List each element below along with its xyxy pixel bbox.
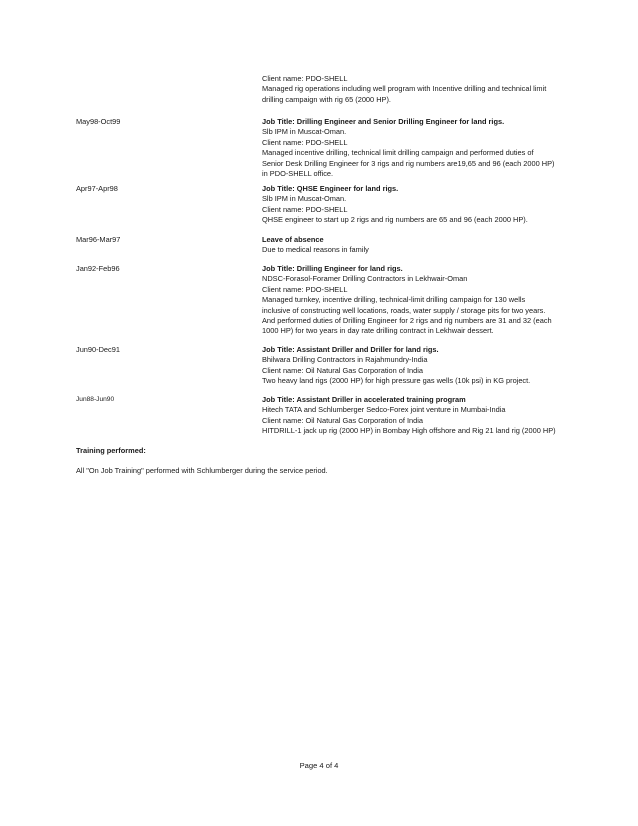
entry-content xyxy=(262,184,574,226)
entry-content xyxy=(262,345,574,387)
job-title: Leave of absence xyxy=(262,235,324,244)
entry-line: HITDRILL-1 jack up rig (2000 HP) in Bombay High offshore and Rig 21 land rig (2000 HP) xyxy=(262,426,556,436)
entry-line: QHSE engineer to start up 2 rigs and rig numbers are 65 and 96 (each 2000 HP). xyxy=(262,215,528,225)
entry-line: Client name: PDO-SHELL xyxy=(262,137,348,147)
entry-line: And performed duties of Drilling Engineer for 2 rigs and rig numbers are 31 and 32 (each xyxy=(262,315,552,325)
entry-content xyxy=(262,117,574,179)
entry-line: Two heavy land rigs (2000 HP) for high pressure gas wells (10k psi) in KG project. xyxy=(262,376,531,386)
entry-line: Managed rig operations including well program with Incentive drilling and technical limit xyxy=(262,84,547,94)
entry-line: Client name: PDO-SHELL xyxy=(262,204,348,214)
entry-line: Hitech TATA and Schlumberger Sedco-Forex joint venture in Mumbai-India xyxy=(262,405,506,415)
entry-line: Managed incentive drilling, technical limit drilling campaign and performed duties of xyxy=(262,148,534,158)
entry-content xyxy=(262,74,574,105)
job-title: Job Title: QHSE Engineer for land rigs. xyxy=(262,184,399,193)
entry-line: Managed turnkey, incentive drilling, technical-limit drilling campaign for 130 wells xyxy=(262,295,526,305)
entry-content xyxy=(262,264,574,337)
entry-date: Jan92-Feb96 xyxy=(76,264,120,273)
entry-date: Mar96-Mar97 xyxy=(76,235,121,244)
training-heading: Training performed: xyxy=(76,446,146,455)
entry-date: Jun90-Dec91 xyxy=(76,345,120,354)
entry-date: May98-Oct99 xyxy=(76,117,121,126)
entry-date: Jun88-Jun90 xyxy=(76,396,115,403)
entry-line: Senior Desk Drilling Engineer for 3 rigs and rig numbers are19,65 and 96 (each 2000 HP) xyxy=(262,158,555,168)
entry-line: in PDO-SHELL office. xyxy=(262,168,334,178)
job-title: Job Title: Drilling Engineer for land rigs. xyxy=(262,264,403,273)
job-title: Job Title: Assistant Driller and Driller for land rigs. xyxy=(262,345,439,354)
entry-line: Client name: Oil Natural Gas Corporation of India xyxy=(262,365,424,375)
job-title: Job Title: Assistant Driller in accelerated training program xyxy=(262,395,466,404)
training-text: All "On Job Training" performed with Schlumberger during the service period. xyxy=(76,466,328,475)
entry-line: 1000 HP) for two years in day rate drilling contract in Lekhwair dessert. xyxy=(262,326,494,336)
entry-line: drilling campaign with rig 65 (2000 HP). xyxy=(262,94,391,104)
entry-line: Client name: PDO-SHELL xyxy=(262,284,348,294)
entry-line: Client name: Oil Natural Gas Corporation of India xyxy=(262,415,424,425)
job-title: Job Title: Drilling Engineer and Senior Drilling Engineer for land rigs. xyxy=(262,117,505,126)
entry-line: Bhilwara Drilling Contractors in Rajahmundry-India xyxy=(262,355,428,365)
entry-line: Client name: PDO-SHELL xyxy=(262,74,348,83)
entry-line: Slb IPM in Muscat-Oman. xyxy=(262,194,347,204)
entry-line: inclusive of constructing well locations, roads, water supply / storage pits for two years. xyxy=(262,305,546,315)
page-number: Page 4 of 4 xyxy=(299,761,339,770)
entry-content xyxy=(262,235,574,256)
entry-date: Apr97-Apr98 xyxy=(76,184,118,193)
entry-line: Due to medical reasons in family xyxy=(262,245,369,255)
entry-content xyxy=(262,395,574,437)
entry-line: Slb IPM in Muscat-Oman. xyxy=(262,127,347,137)
entry-line: NDSC-Forasol-Foramer Drilling Contractors in Lekhwair-Oman xyxy=(262,274,468,284)
